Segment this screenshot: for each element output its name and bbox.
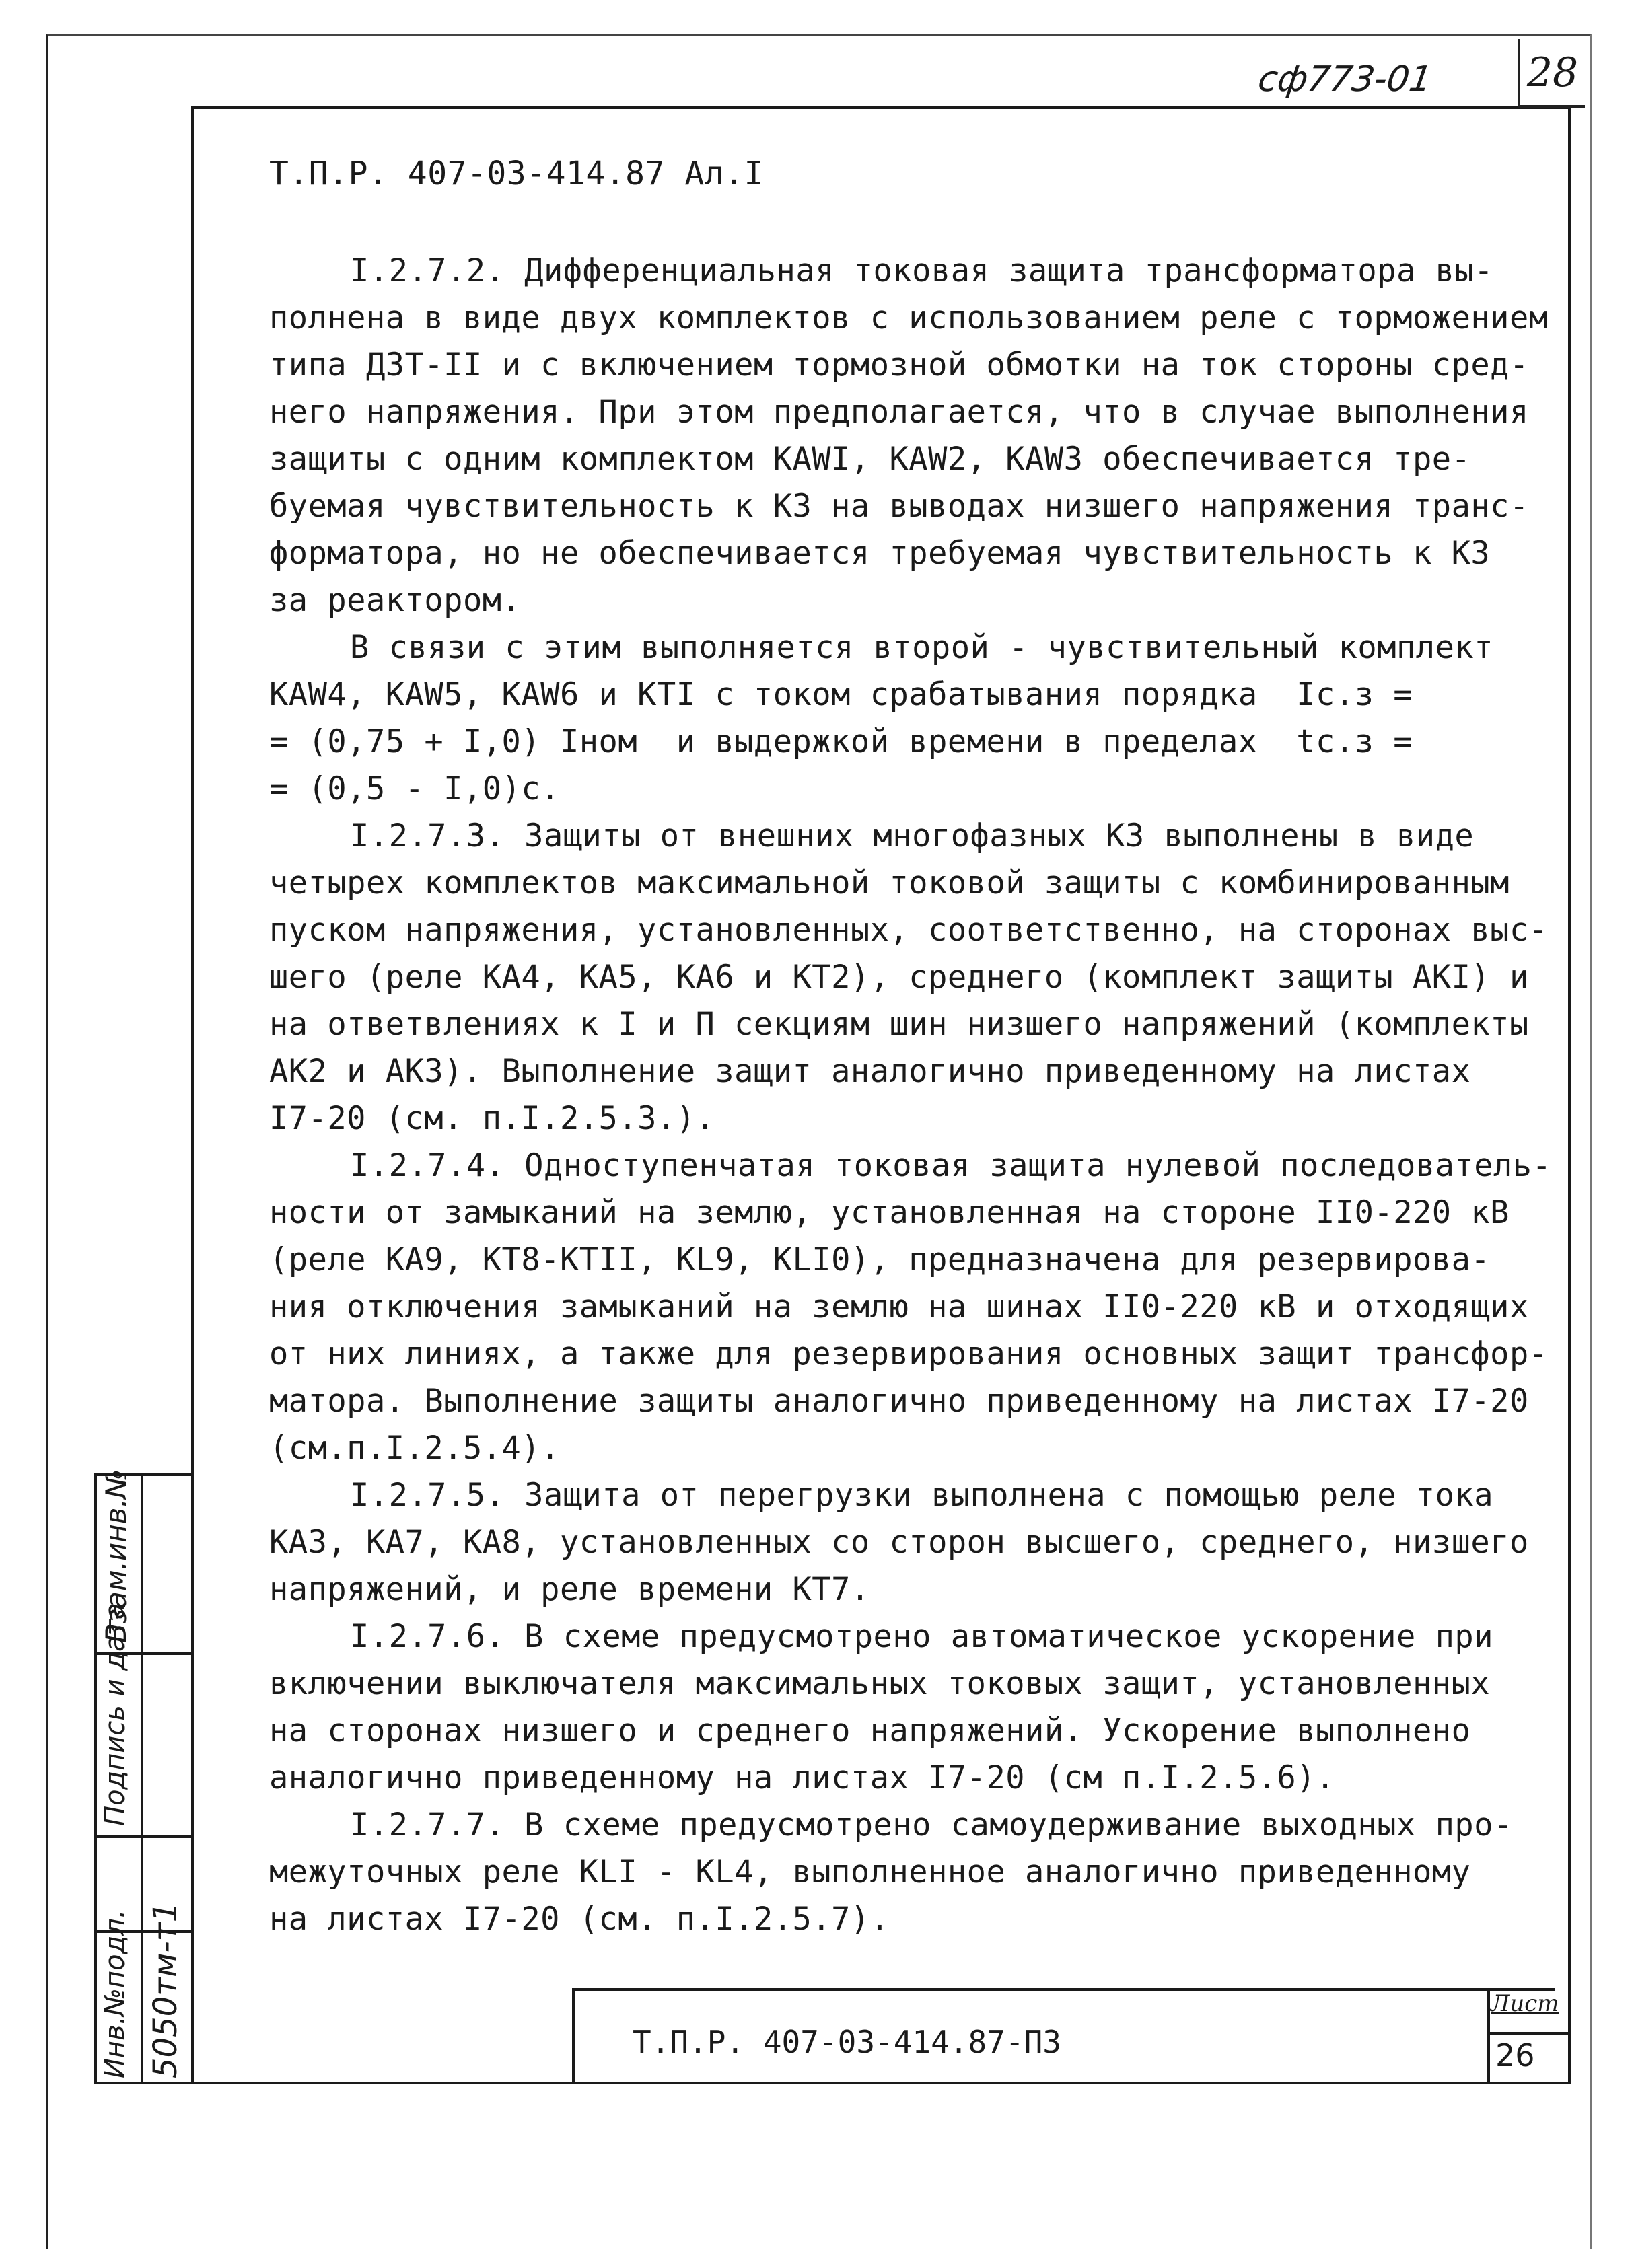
body-line: I7-20 (см. п.I.2.5.3.). [269,1100,715,1137]
body-line: включении выключателя максимальных токовых защит, установленных [269,1665,1491,1702]
sheet-box-divider [1487,2032,1571,2035]
archive-code: сф773-01 [1255,59,1435,100]
body-line: матора. Выполнение защиты аналогично приведенному на листах I7-20 [269,1383,1529,1420]
title-block-code: Т.П.Р. 407-03-414.87-ПЗ [633,2024,1061,2060]
top-page-number: 28 [1518,39,1585,108]
body-line: на ответвлениях к I и П секциям шин низшего напряжений (комплекты [269,1006,1529,1043]
inv-original-label: Инв.№подл. [100,1909,131,2078]
body-line: шего (реле КА4, КА5, КА6 и КТ2), среднего (комплект защиты АКI) и [269,959,1529,996]
body-line: I.2.7.4. Одноступенчатая токовая защита нулевой последователь- [350,1147,1552,1184]
body-line: напряжений, и реле времени КТ7. [269,1571,870,1608]
document-title: Т.П.Р. 407-03-414.87 Ал.I [269,155,764,192]
body-line: четырех комплектов максимальной токовой защиты с комбинированным [269,865,1509,902]
body-line: В связи с этим выполняется второй - чувствительный комплект [350,629,1493,666]
sheet-number: 26 [1495,2037,1535,2074]
body-line: I.2.7.2. Дифференциальная токовая защита трансформатора вы- [350,252,1493,289]
body-line: I.2.7.6. В схеме предусмотрено автоматическое ускорение при [350,1618,1493,1655]
body-line: KAW4, KAW5, KAW6 и КТI с током срабатывания порядка Ic.з = [269,676,1413,713]
signature-date-label: Подпись и дата [100,1603,131,1826]
body-line: ности от замыканий на землю, установленная на стороне II0-220 кВ [269,1194,1509,1231]
body-line: аналогично приведенному на листах I7-20 (см п.I.2.5.6). [269,1759,1335,1796]
body-line: I.2.7.5. Защита от перегрузки выполнена с помощью реле тока [350,1477,1493,1514]
body-line: за реактором. [269,582,522,619]
body-line: (см.п.I.2.5.4). [269,1430,560,1467]
body-line: защиты с одним комплектом KAWI, KAW2, KAW3 обеспечивается тре- [269,441,1471,478]
body-line: межуточных реле KLI - KL4, выполненное аналогично приведенному [269,1854,1471,1891]
body-line: КА3, КА7, КА8, установленных со сторон высшего, среднего, низшего [269,1524,1529,1561]
binding-strip [94,1469,191,2084]
body-line: ния отключения замыканий на землю на шинах II0-220 кВ и отходящих [269,1288,1529,1325]
vzam-inv-label: Взам.инв.№ [100,1469,133,1643]
strip-divider [97,1835,191,1838]
body-line: форматора, но не обеспечивается требуемая чувствительность к КЗ [269,535,1491,572]
sheet-label: Лист [1491,1990,1559,2017]
body-line: I.2.7.3. Защиты от внешних многофазных КЗ выполнены в виде [350,817,1475,854]
body-line: = (0,5 - I,0)с. [269,770,560,807]
inv-original-number: 5050тм-т1 [147,1901,184,2078]
body-line: пуском напряжения, установленных, соответственно, на сторонах выс- [269,912,1549,949]
body-line: на листах I7-20 (см. п.I.2.5.7). [269,1901,890,1938]
body-line: на сторонах низшего и среднего напряжений. Ускорение выполнено [269,1712,1471,1749]
body-line: него напряжения. При этом предполагается, что в случае выполнения [269,394,1529,431]
strip-column-divider [141,1476,143,2082]
body-line: типа ДЗТ-II и с включением тормозной обмотки на ток стороны сред- [269,346,1529,383]
body-line: = (0,75 + I,0) Iном и выдержкой времени в пределах tc.з = [269,723,1413,760]
body-line: полнена в виде двух комплектов с использованием реле с торможением [269,299,1549,336]
body-line: (реле КА9, КТ8-КТII, KL9, KLI0), предназначена для резервирова- [269,1241,1491,1278]
body-line: I.2.7.7. В схеме предусмотрено самоудерживание выходных про- [350,1806,1513,1843]
body-line: АК2 и АК3). Выполнение защит аналогично приведенному на листах [269,1053,1471,1090]
body-line: буемая чувствительность к КЗ на выводах низшего напряжения транс- [269,488,1529,525]
body-line: от них линиях, а также для резервирования основных защит трансфор- [269,1336,1549,1373]
